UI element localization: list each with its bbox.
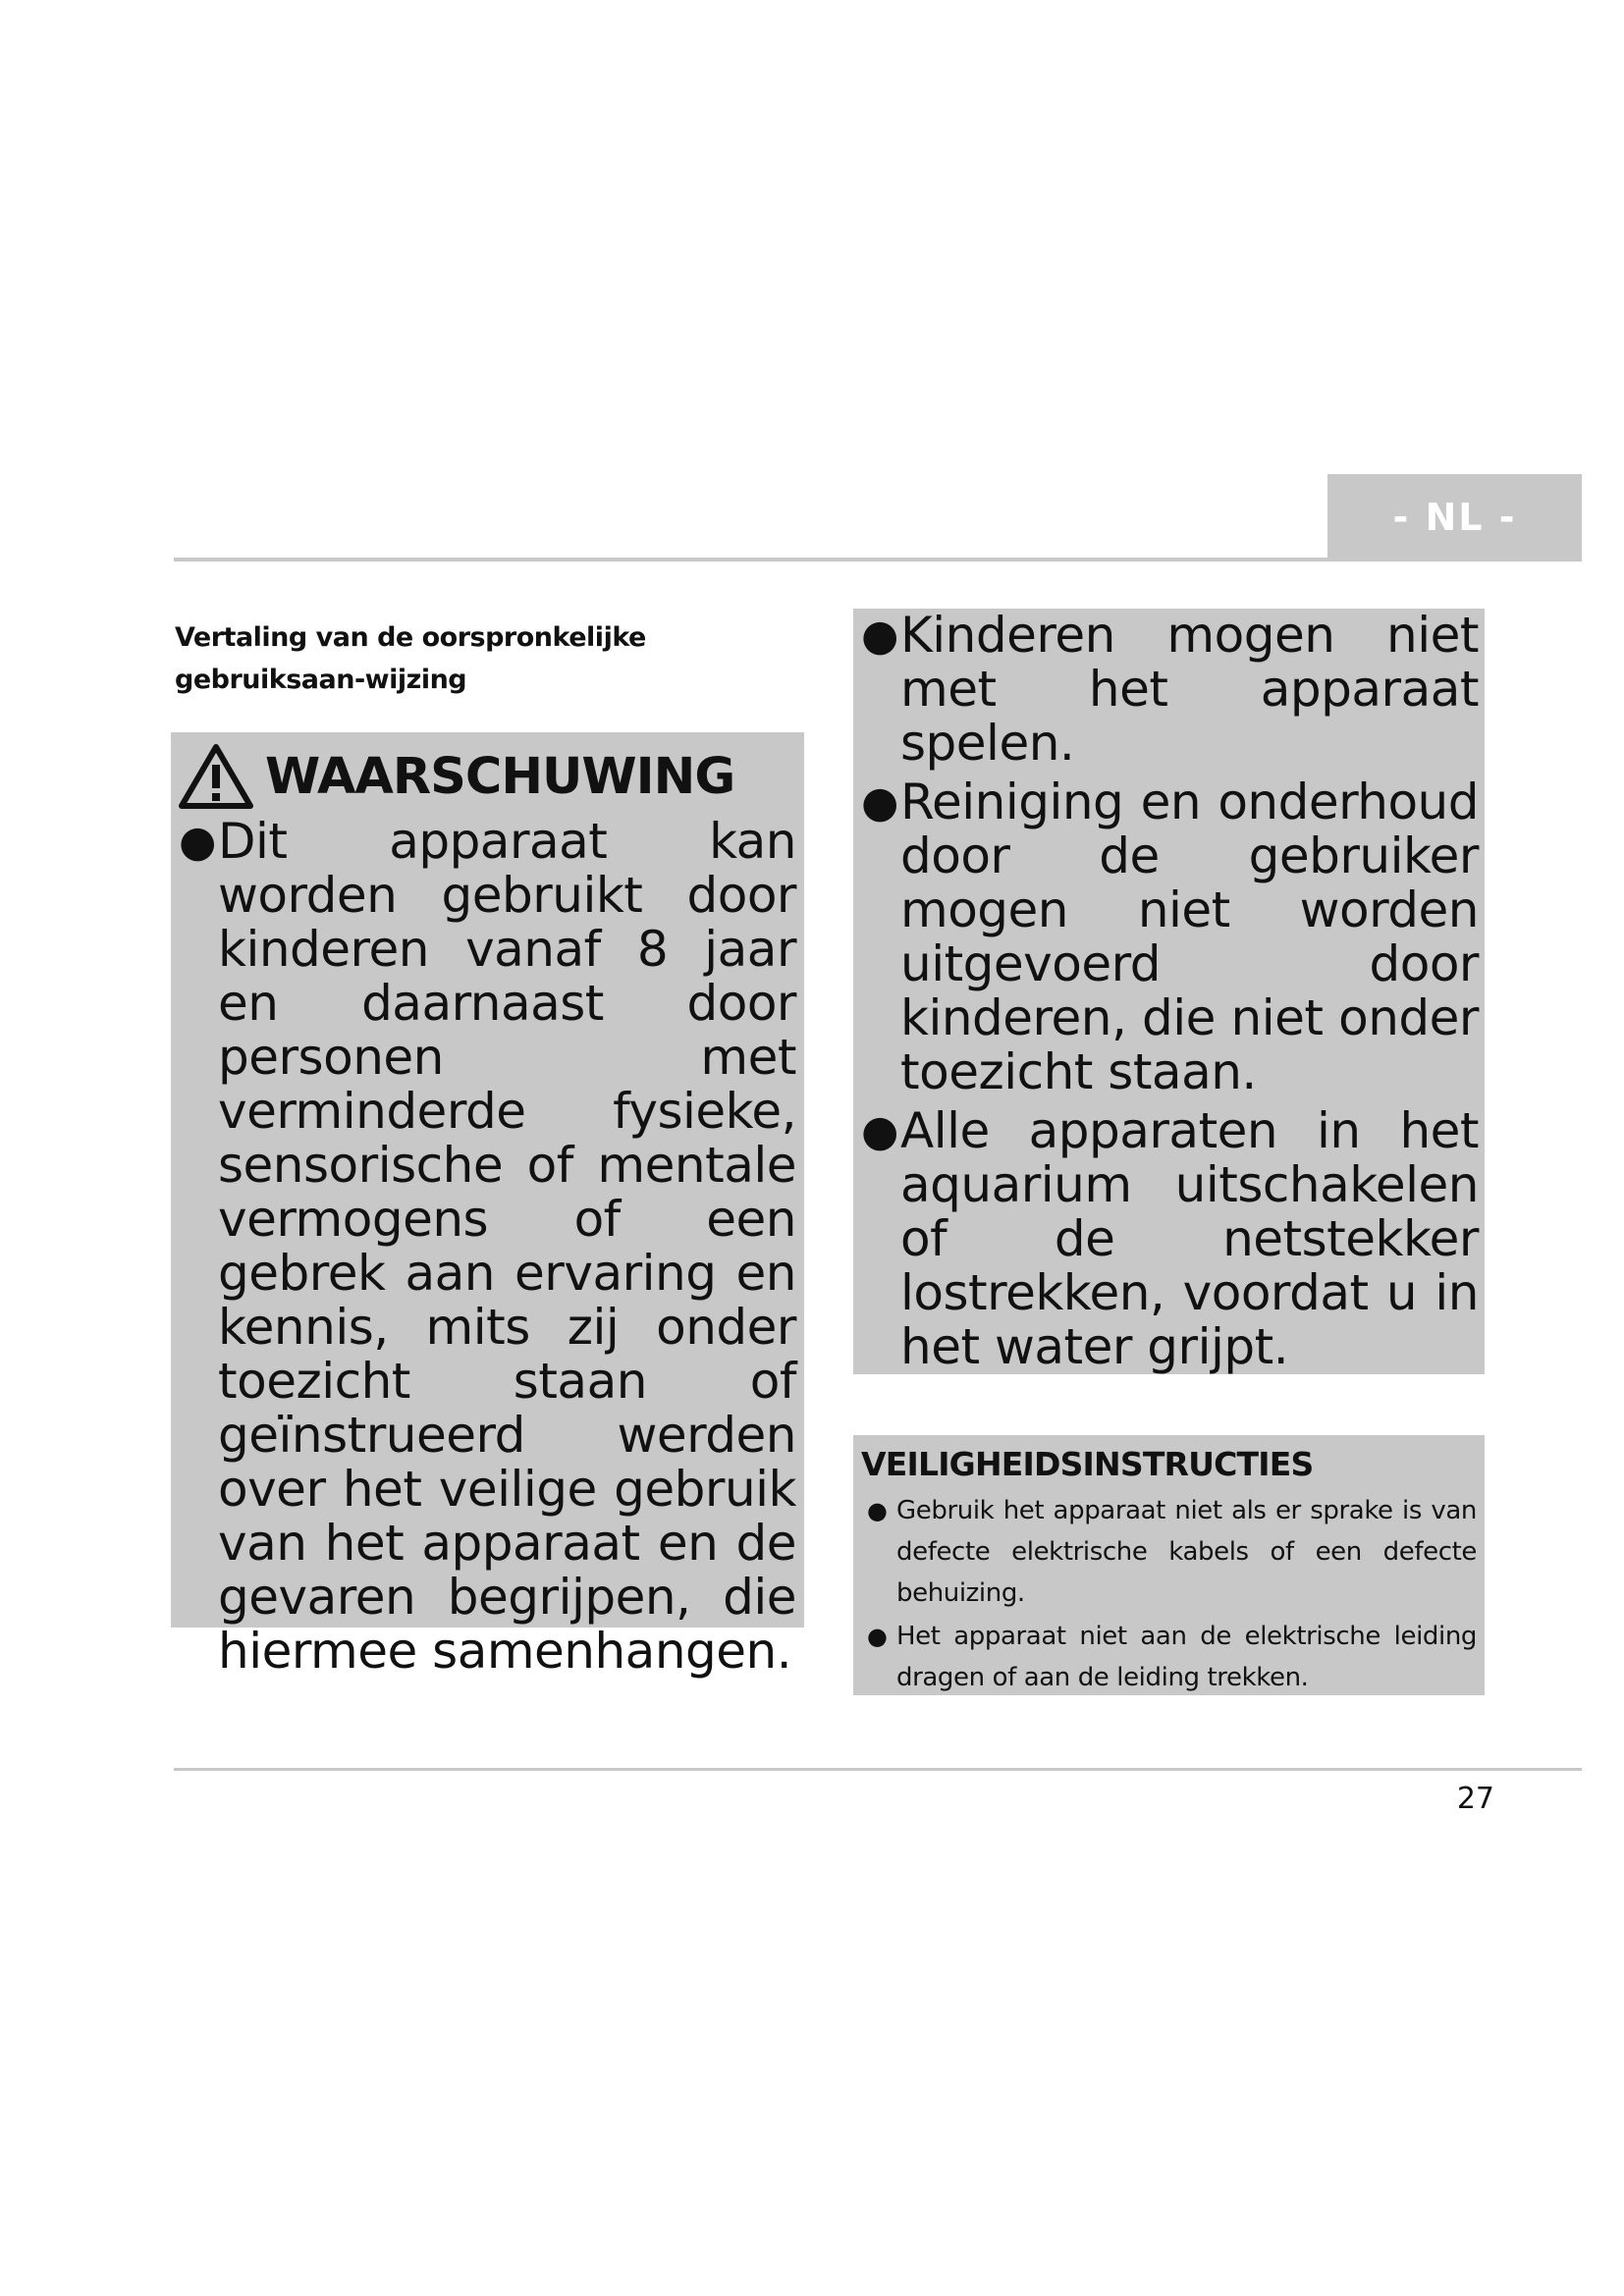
safety-list (861, 1490, 1477, 1698)
list-item-text: Het apparaat niet aan de elektrische leiding dragen of aan de leiding trekken. (896, 1622, 1477, 1692)
safety-instructions-box (853, 1435, 1485, 1695)
bullet-icon: ● (861, 611, 898, 661)
footer-rule (174, 1768, 1582, 1771)
bullet-icon: ● (861, 1106, 898, 1156)
warning-list-left (179, 815, 796, 1679)
safety-title: VEILIGHEIDSINSTRUCTIES (861, 1445, 1314, 1483)
list-item (861, 1104, 1479, 1374)
header-rule (174, 558, 1582, 561)
page-number: 27 (1456, 1782, 1494, 1816)
bullet-icon: ● (861, 777, 898, 828)
language-tab: - NL - (1327, 474, 1582, 561)
list-item (861, 1490, 1477, 1614)
list-item-text: Kinderen mogen niet met het apparaat spelen. (900, 607, 1479, 772)
bullet-icon: ● (867, 1497, 888, 1524)
list-item-text: Gebruik het apparaat niet als er sprake is van defecte elektrische kabels of een defecte behuizing. (896, 1496, 1477, 1608)
warning-box-continued (853, 609, 1485, 1374)
warning-box (171, 732, 804, 1680)
warning-heading (179, 738, 796, 815)
list-item-text: Reiniging en onderhoud door de gebruiker mogen niet worden uitgevoerd door kinderen, die niet onder toezicht staan. (900, 774, 1479, 1100)
warning-title: WAARSCHUWING (265, 747, 735, 806)
list-item-text: Alle apparaten in het aquarium uitschakelen of de netstekker lostrekken, voordat u in het water grijpt. (900, 1102, 1479, 1375)
bullet-icon: ● (179, 817, 216, 867)
list-item-text: Dit apparaat kan worden gebruikt door kinderen vanaf 8 jaar en daarnaast door personen met verminderde fysieke, sensorische of mentale vermogens of een gebrek aan ervaring en kennis, mits zij onder toezicht staan of geïnstrueerd werden over het veilige gebruik van het apparaat en de gevaren begrijpen, die hiermee samenhangen. (218, 813, 796, 1680)
warning-list-right (861, 609, 1479, 1374)
warning-triangle-icon (179, 743, 253, 810)
list-item (179, 815, 796, 1679)
list-item (861, 1616, 1477, 1698)
document-subtitle: Vertaling van de oorspronkelijke gebruiksaan-wijzing (175, 622, 646, 695)
list-item (861, 609, 1479, 771)
list-item (861, 775, 1479, 1099)
bullet-icon: ● (867, 1623, 888, 1650)
